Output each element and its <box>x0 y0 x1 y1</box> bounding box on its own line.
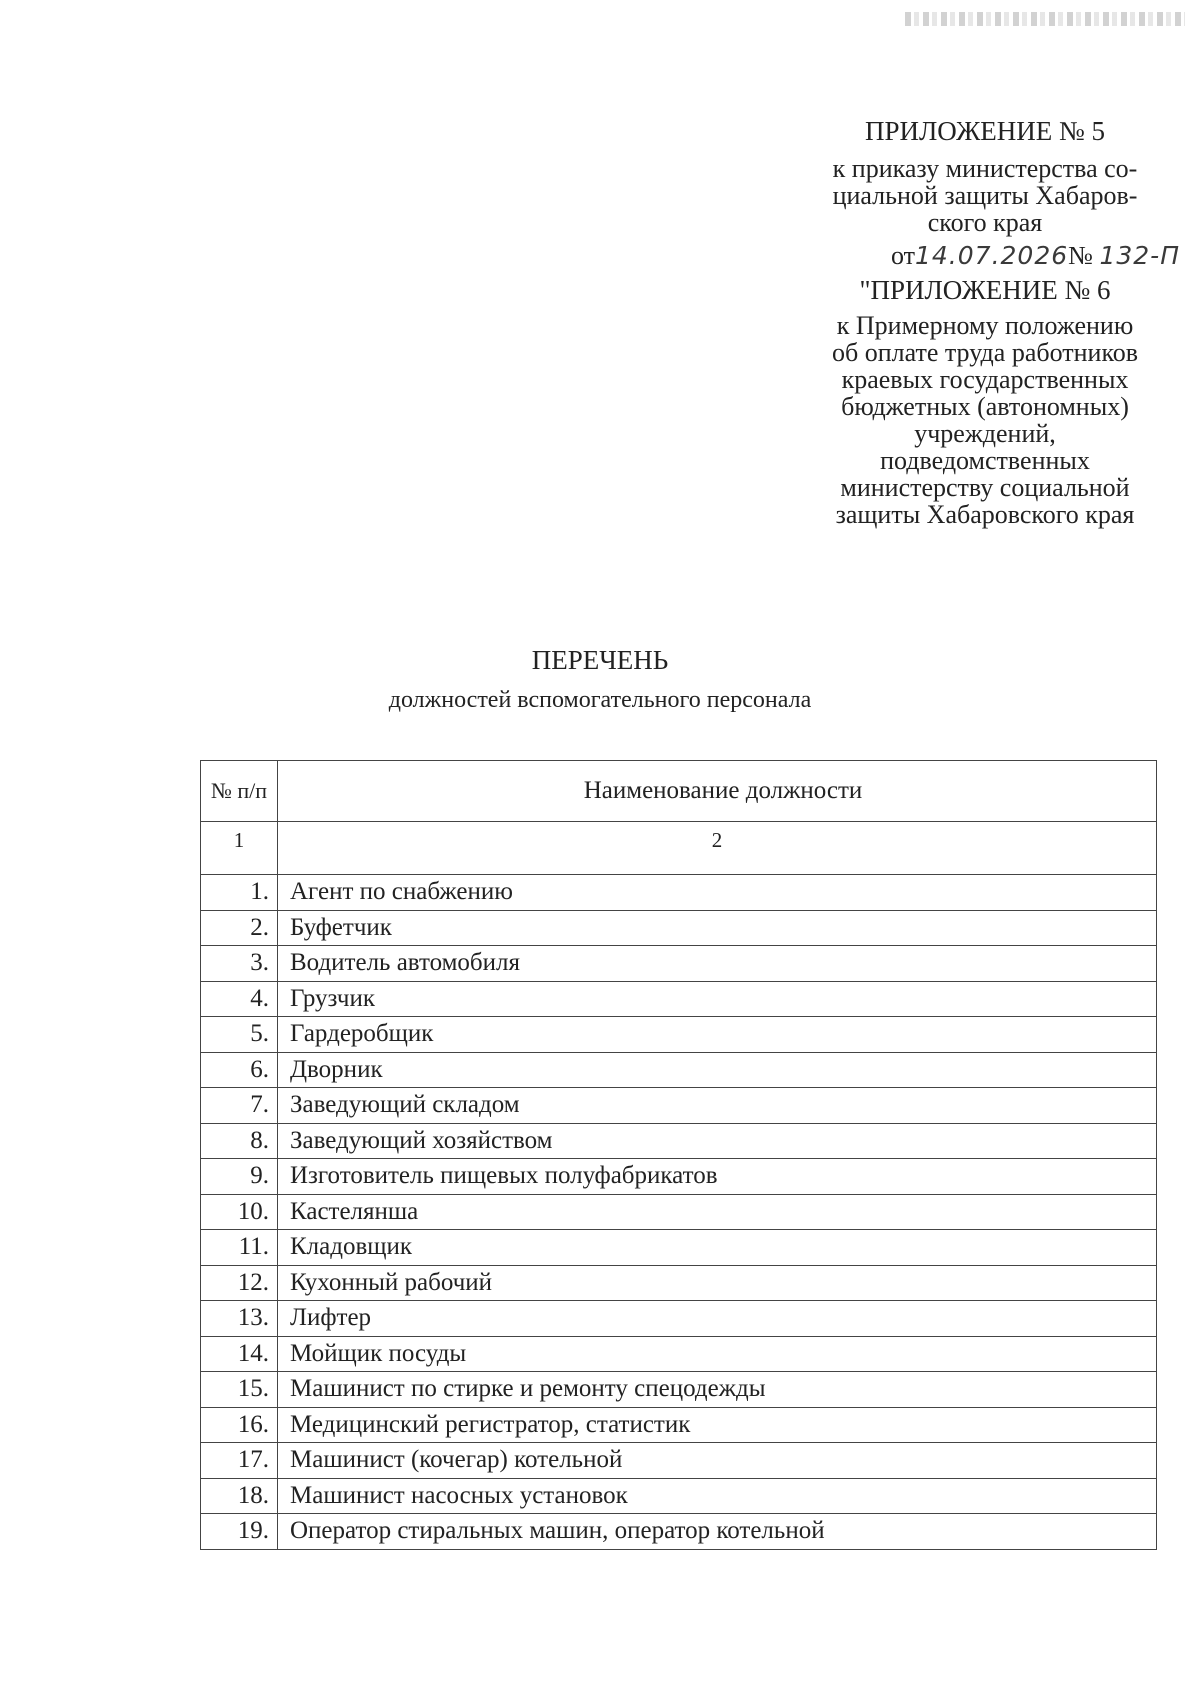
table-row <box>201 1194 1157 1230</box>
position-name-cell: Кладовщик <box>278 1230 1157 1266</box>
position-name-cell: Мойщик посуды <box>278 1336 1157 1372</box>
position-name-cell: Кухонный рабочий <box>278 1265 1157 1301</box>
row-number-cell: 7. <box>201 1088 278 1124</box>
regulation-line: защиты Хабаровского края <box>835 500 1135 529</box>
position-name-cell: Машинист по стирке и ремонту спецодежды <box>278 1372 1157 1408</box>
table-header-row <box>201 761 1157 822</box>
table-row <box>201 1088 1157 1124</box>
row-number-cell: 8. <box>201 1123 278 1159</box>
positions-table <box>200 760 1157 1550</box>
position-name-cell: Медицинский регистратор, статистик <box>278 1407 1157 1443</box>
table-row <box>201 910 1157 946</box>
row-number-cell: 16. <box>201 1407 278 1443</box>
order-date-number <box>790 242 1180 269</box>
order-ref-line: ского края <box>927 208 1043 237</box>
table-row <box>201 1052 1157 1088</box>
position-name-cell: Изготовитель пищевых полуфабрикатов <box>278 1159 1157 1195</box>
order-ref-line: циальной защиты Хабаров- <box>832 181 1138 210</box>
regulation-line: учреждений, <box>914 419 1056 448</box>
order-number-handwritten: 132-П <box>1099 241 1180 270</box>
table-row <box>201 1478 1157 1514</box>
scan-noise-mark <box>905 12 1185 26</box>
regulation-reference <box>790 312 1180 528</box>
row-number-cell: 17. <box>201 1443 278 1479</box>
index-name-cell: 2 <box>278 822 1157 875</box>
table-body <box>201 875 1157 1550</box>
row-number-cell: 18. <box>201 1478 278 1514</box>
position-name-cell: Грузчик <box>278 981 1157 1017</box>
table-row <box>201 1443 1157 1479</box>
row-number-cell: 12. <box>201 1265 278 1301</box>
appendix-title-2: "ПРИЛОЖЕНИЕ № 6 <box>859 275 1111 305</box>
position-name-cell: Буфетчик <box>278 910 1157 946</box>
order-number-label: № <box>1068 241 1093 270</box>
row-number-cell: 9. <box>201 1159 278 1195</box>
table-row <box>201 875 1157 911</box>
position-name-cell: Заведующий складом <box>278 1088 1157 1124</box>
position-name-cell: Гардеробщик <box>278 1017 1157 1053</box>
regulation-line: подведомственных <box>880 446 1090 475</box>
order-date-handwritten: 14.07.2026 <box>915 241 1069 270</box>
regulation-line: министерству социальной <box>840 473 1130 502</box>
position-name-cell: Агент по снабжению <box>278 875 1157 911</box>
row-number-cell: 11. <box>201 1230 278 1266</box>
row-number-cell: 1. <box>201 875 278 911</box>
row-number-cell: 19. <box>201 1514 278 1550</box>
position-name-cell: Водитель автомобиля <box>278 946 1157 982</box>
regulation-line: к Примерному положению <box>836 311 1134 340</box>
row-number-cell: 4. <box>201 981 278 1017</box>
table-row <box>201 1336 1157 1372</box>
document-title: ПЕРЕЧЕНЬ <box>531 645 669 675</box>
row-number-cell: 13. <box>201 1301 278 1337</box>
position-name-cell: Лифтер <box>278 1301 1157 1337</box>
row-number-cell: 14. <box>201 1336 278 1372</box>
table-row <box>201 1407 1157 1443</box>
position-name-cell: Оператор стиральных машин, оператор котельной <box>278 1514 1157 1550</box>
table-row <box>201 1159 1157 1195</box>
regulation-line: бюджетных (автономных) <box>841 392 1129 421</box>
table-row <box>201 1017 1157 1053</box>
regulation-line: краевых государственных <box>841 365 1129 394</box>
column-index-row <box>201 822 1157 875</box>
row-number-cell: 10. <box>201 1194 278 1230</box>
regulation-line: об оплате труда работников <box>831 338 1139 367</box>
header-name-cell: Наименование должности <box>278 761 1157 822</box>
table-row <box>201 1514 1157 1550</box>
table-row <box>201 981 1157 1017</box>
table-row <box>201 1301 1157 1337</box>
table-row <box>201 1265 1157 1301</box>
document-subtitle: должностей вспомогательного персонала <box>388 687 812 713</box>
position-name-cell: Машинист насосных установок <box>278 1478 1157 1514</box>
order-prefix: от <box>890 241 915 270</box>
row-number-cell: 2. <box>201 910 278 946</box>
table-row <box>201 1123 1157 1159</box>
position-name-cell: Дворник <box>278 1052 1157 1088</box>
row-number-cell: 15. <box>201 1372 278 1408</box>
order-reference <box>790 155 1180 269</box>
header-num-cell: № п/п <box>201 761 278 822</box>
position-name-cell: Кастелянша <box>278 1194 1157 1230</box>
position-name-cell: Машинист (кочегар) котельной <box>278 1443 1157 1479</box>
index-num-cell: 1 <box>201 822 278 875</box>
appendix-header <box>790 118 1180 528</box>
table-row <box>201 946 1157 982</box>
position-name-cell: Заведующий хозяйством <box>278 1123 1157 1159</box>
appendix-title: ПРИЛОЖЕНИЕ № 5 <box>864 116 1106 146</box>
table-row <box>201 1230 1157 1266</box>
table-row <box>201 1372 1157 1408</box>
order-ref-line: к приказу министерства со- <box>832 154 1138 183</box>
row-number-cell: 6. <box>201 1052 278 1088</box>
row-number-cell: 5. <box>201 1017 278 1053</box>
row-number-cell: 3. <box>201 946 278 982</box>
